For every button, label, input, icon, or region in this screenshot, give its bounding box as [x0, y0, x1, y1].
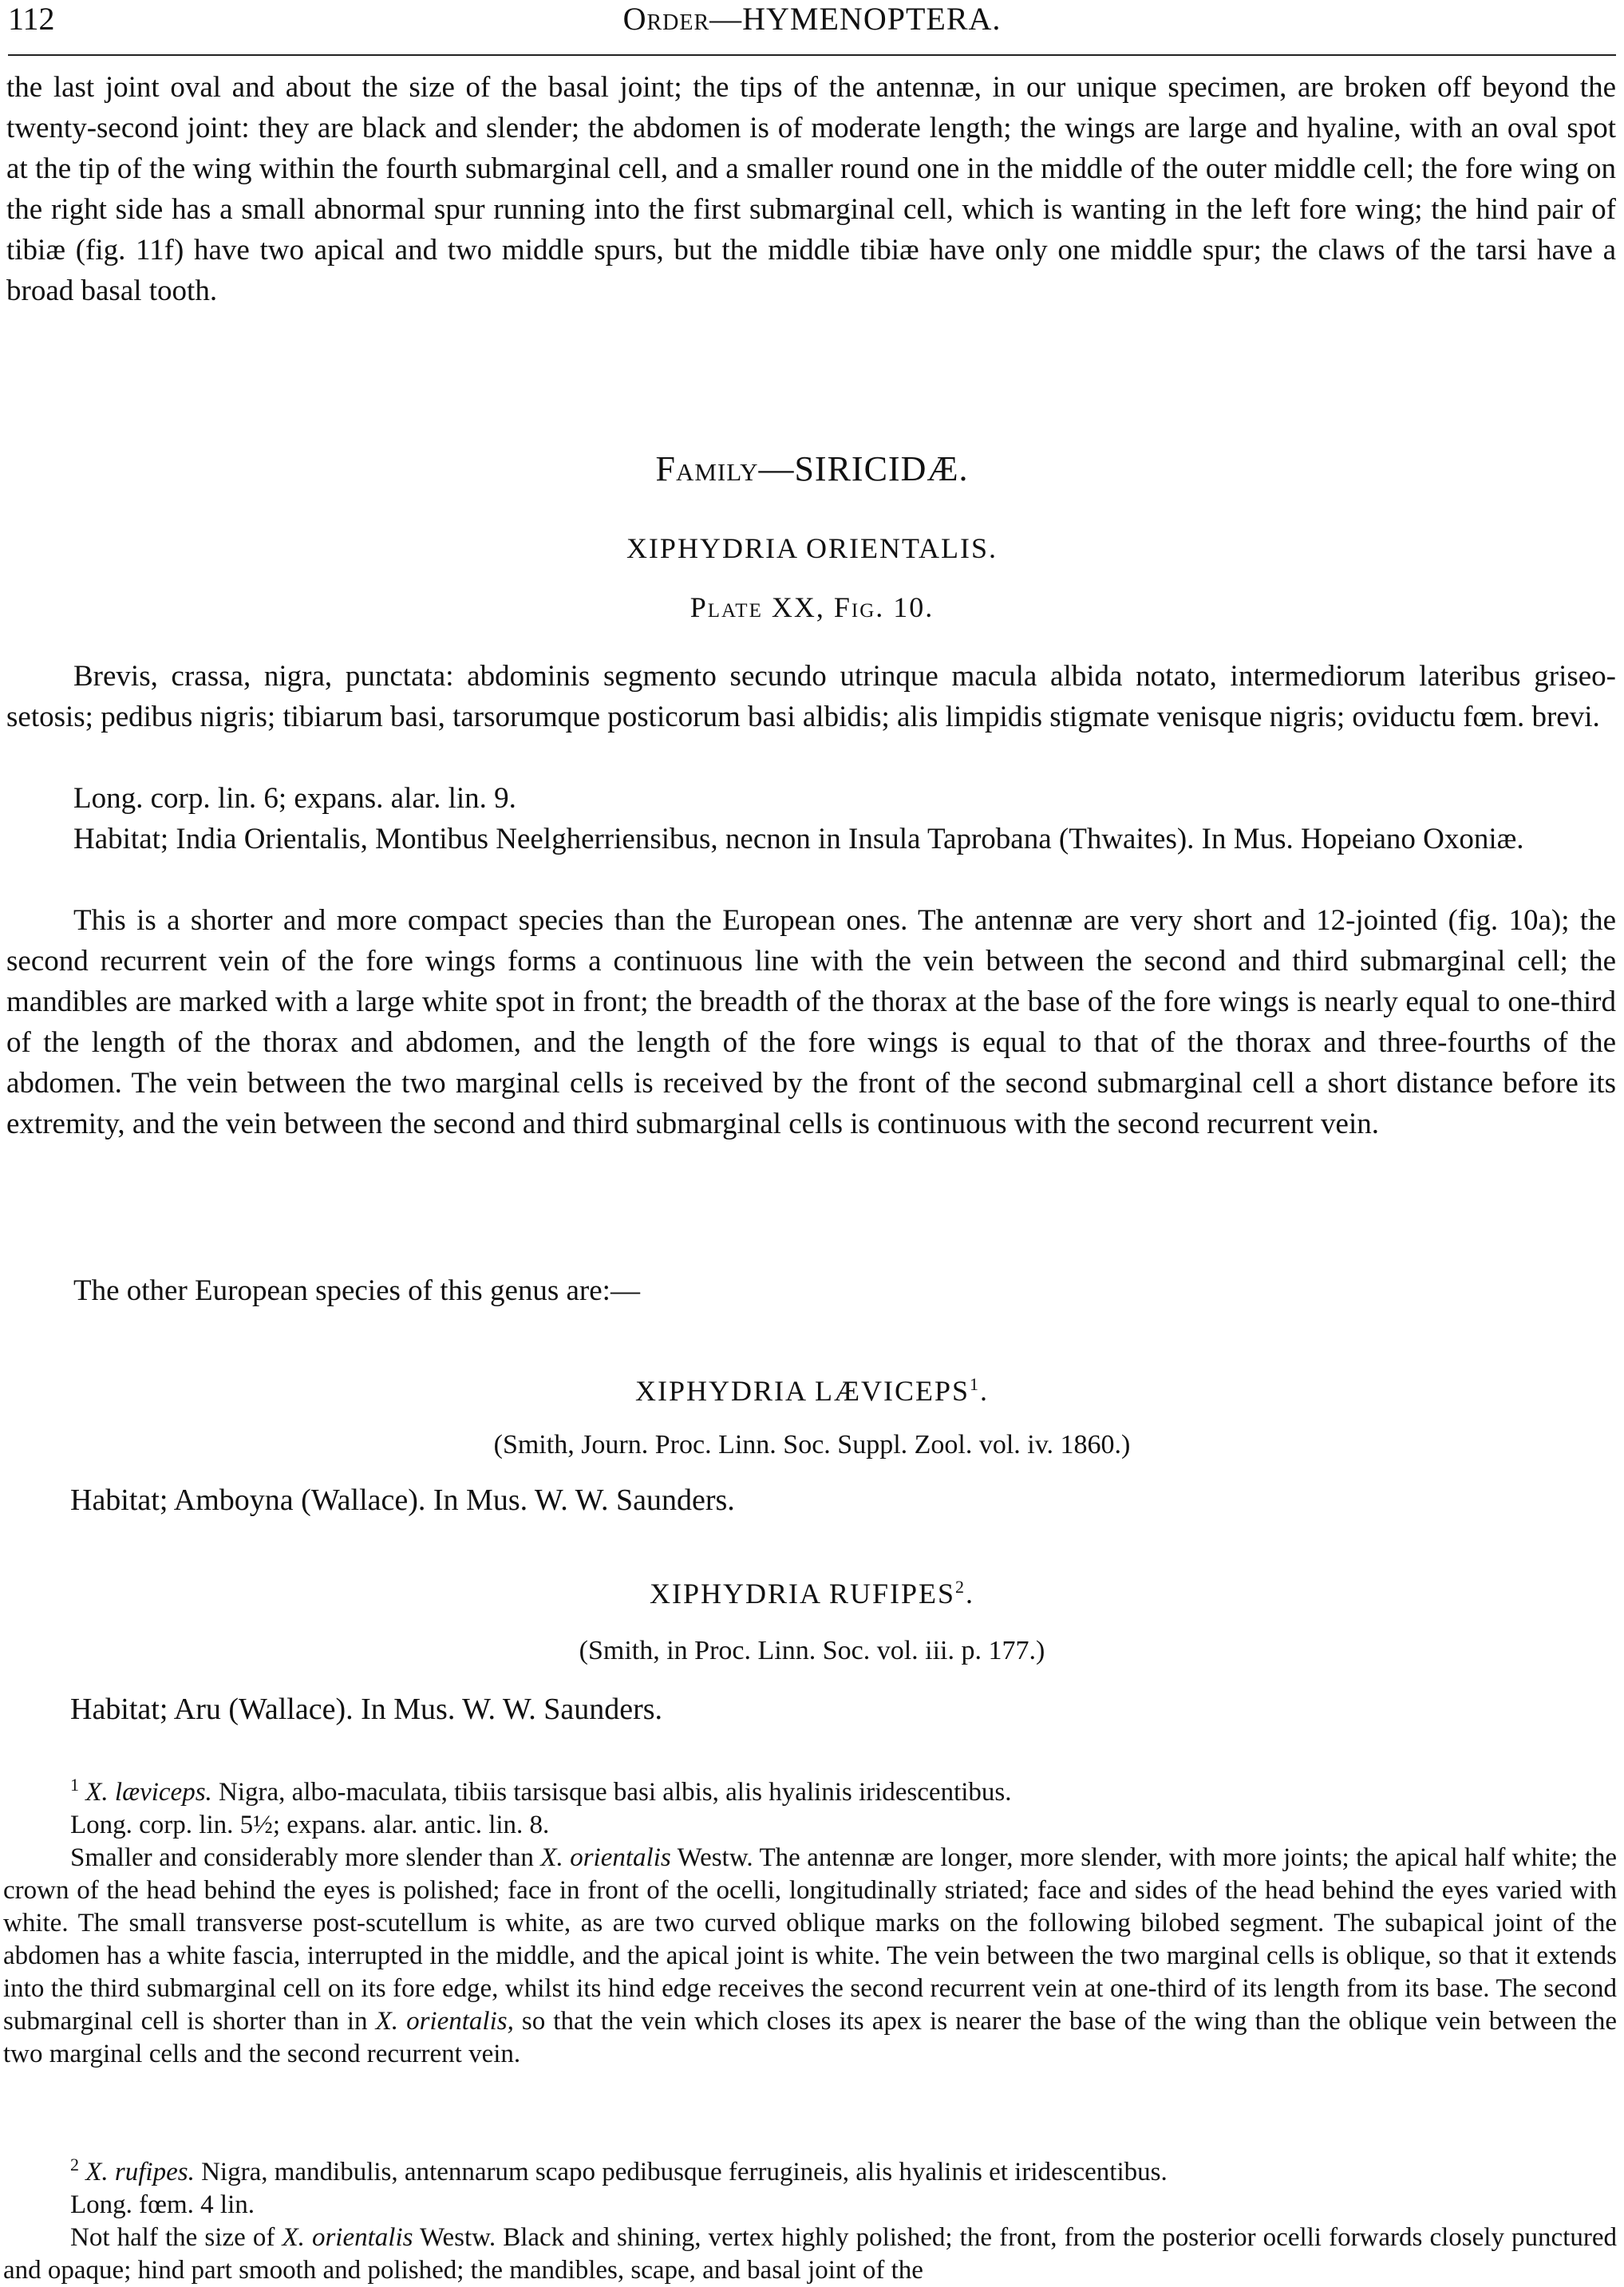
species-reference: X. orientalis, [375, 2007, 514, 2036]
footnote-species-name: X. rufipes. [85, 2158, 195, 2186]
footnote-2-description: Not half the size of X. orientalis Westw. Black and shining, vertex highly polished; the front, from the posterior ocelli forwards closely punctured and opaque; hind part smooth and polished; the mandibles, scape, and basal joint of the [3, 2223, 1618, 2285]
reference-rufipes: (Smith, in Proc. Linn. Soc. vol. iii. p. 177.) [579, 1636, 1045, 1665]
habitat-rufipes: Habitat; Aru (Wallace). In Mus. W. W. Saunders. [70, 1693, 663, 1726]
species-heading-laeviceps: XIPHYDRIA LÆVICEPS$^1$. [634, 1374, 990, 1407]
footnote-2-measurements: Long. fœm. 4 lin. [70, 2190, 255, 2219]
species-heading-orientalis: XIPHYDRIA ORIENTALIS. [626, 532, 998, 564]
intro-paragraph: the last joint oval and about the size of the basal joint; the tips of the antennæ, in our unique specimen, are broken off beyond the twenty-second joint: they are black and slender; the abdomen is of moderate length; the wings are large and hyaline, with an oval spot at the tip of the wing within the fourth submarginal cell, and a smaller round one in the middle of the outer middle cell; the fore wing on the right side has a small abnormal spur running into the first submarginal cell, which is wanting in the left fore wing; the hind pair of tibiæ (fig. 11f) have two apical and two middle spurs, but the middle tibiæ have only one middle spur; the claws of the tarsi have a broad basal tooth. [6, 71, 1616, 307]
species-reference: X. orientalis [540, 1843, 671, 1872]
footnote-latin: Nigra, mandibulis, antennarum scapo pedibusque ferrugineis, alis hyalinis et iridescentibus. [201, 2158, 1168, 2186]
page-number: 112 [8, 1, 55, 37]
running-header [8, 0, 1616, 40]
footnote-mark: 1 [970, 1374, 981, 1394]
footnote-number: 1 [70, 1775, 79, 1795]
habitat-orientalis: Habitat; India Orientalis, Montibus Neelgherriensibus, necnon in Insula Taprobana (Thwaites). In Mus. Hopeiano Oxoniæ. [73, 823, 1524, 855]
footnote-species-name: X. læviceps. [85, 1778, 212, 1807]
footnote-1-measurements: Long. corp. lin. 5½; expans. alar. antic. lin. 8. [70, 1811, 550, 1839]
measurements: Long. corp. lin. 6; expans. alar. lin. 9. [73, 782, 516, 815]
footnote-2-diagnosis [70, 2156, 1168, 2189]
species-reference: X. orientalis [282, 2223, 413, 2252]
running-title: Order—HYMENOPTERA. [622, 1, 1002, 37]
footnote-1-description: Smaller and considerably more slender than X. orientalis Westw. The antennæ are longer, more slender, with more joints; the apical half white; the crown of the head behind the eyes is polished; face in front of the ocelli, longitudinally striated; face and sides of the head behind the eyes varied with white. The small transverse post-scutellum is white, as are two curved oblique marks on the following bilobed segment. The subapical joint of the abdomen has a white fascia, interrupted in the middle, and the apical joint is white. The vein between the two marginal cells is oblique, so that it extends into the third submarginal cell on its fore edge, whilst its hind edge receives the second recurrent vein at one-third of its length from its base. The second submarginal cell is shorter than in X. orientalis, so that the vein which closes its apex is nearer the base of the wing than the oblique vein between the two marginal cells and the second recurrent vein. [3, 1843, 1618, 2068]
habitat-laeviceps: Habitat; Amboyna (Wallace). In Mus. W. W. Saunders. [70, 1483, 735, 1517]
other-species-line: The other European species of this genus are:— [73, 1274, 640, 1307]
reference-laeviceps: (Smith, Journ. Proc. Linn. Soc. Suppl. Zool. vol. iv. 1860.) [493, 1430, 1131, 1459]
plate-reference: Plate XX, Fig. 10. [690, 591, 934, 623]
family-heading: Family—SIRICIDÆ. [655, 449, 969, 488]
latin-diagnosis: Brevis, crassa, nigra, punctata: abdominis segmento secundo utrinque macula albida notato, intermediorum lateribus griseo-setosis; pedibus nigris; tibiarum basi, tarsorumque posticorum basi albidis; alis limpidis stigmate venisque nigris; oviductu fœm. brevi. [6, 660, 1616, 733]
description-orientalis: This is a shorter and more compact species than the European ones. The antennæ are very short and 12-jointed (fig. 10a); the second recurrent vein of the fore wings forms a continuous line with the vein between the second and third submarginal cell; the mandibles are marked with a large white spot in front; the breadth of the thorax at the base of the fore wings is nearly equal to one-third of the length of the thorax and abdomen, and the length of the fore wings is equal to that of the thorax and three-fourths of the abdomen. The vein between the two marginal cells is received by the front of the second submarginal cell a short distance before its extremity, and the vein between the second and third submarginal cells is continuous with the second recurrent vein. [6, 904, 1616, 1140]
footnote-mark: 2 [955, 1577, 966, 1597]
species-heading-rufipes: XIPHYDRIA RUFIPES$^2$. [649, 1577, 975, 1610]
footnote-latin: Nigra, albo-maculata, tibiis tarsisque basi albis, alis hyalinis iridescentibus. [219, 1778, 1012, 1807]
footnote-1-diagnosis [70, 1776, 1012, 1809]
header-rule [8, 54, 1616, 56]
footnote-number: 2 [70, 2155, 79, 2174]
